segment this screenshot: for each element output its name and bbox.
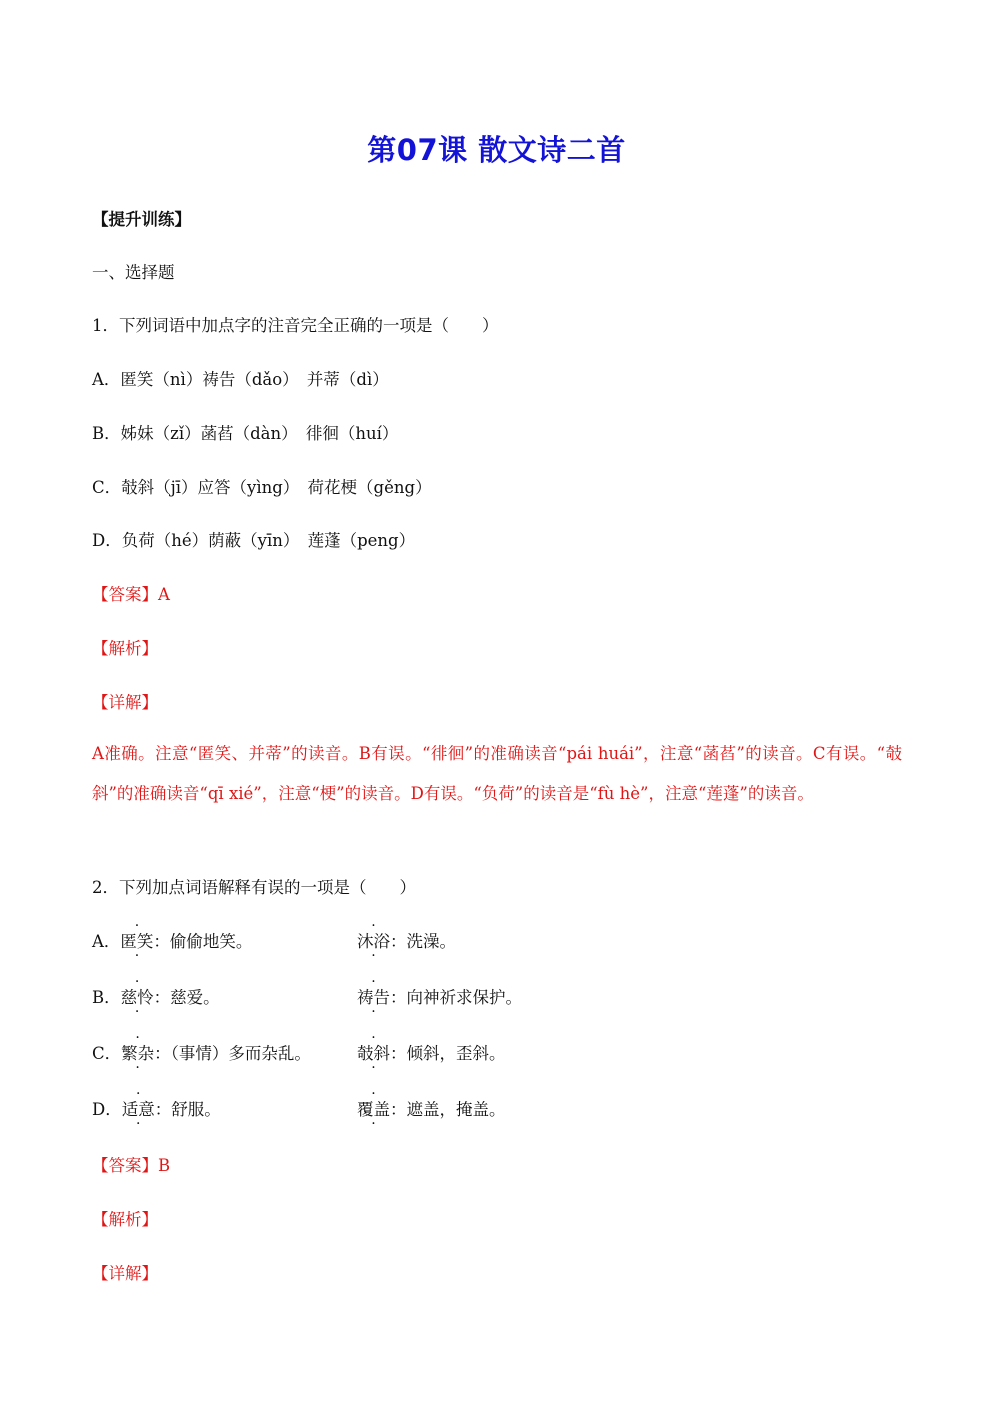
dotted-word: 沐浴 — [357, 932, 390, 951]
question-1-detail-label: 【详解】 — [92, 693, 158, 712]
option-letter: B． — [92, 988, 121, 1007]
question-2-option-c — [92, 1043, 311, 1065]
question-2-option-b-second — [357, 987, 522, 1009]
question-1-answer: 【答案】A — [92, 585, 170, 604]
question-1-option-b: B．姊妹（zǐ）菡萏（dàn） 徘徊（huí） — [92, 424, 399, 443]
definition: ：偷偷地笑。 — [153, 932, 253, 951]
dotted-word: 攲斜 — [357, 1044, 390, 1063]
question-2-detail-label: 【详解】 — [92, 1264, 158, 1283]
dotted-word: 覆盖 — [357, 1100, 390, 1119]
dotted-word: 慈怜 — [120, 988, 154, 1007]
definition: ：洗澡。 — [390, 932, 456, 951]
definition: ：舒服。 — [154, 1100, 221, 1119]
question-1-analysis-label: 【解析】 — [92, 639, 158, 658]
section-tag: 【提升训练】 — [92, 210, 191, 229]
option-letter: A． — [92, 932, 121, 951]
definition: ：倾斜，歪斜。 — [390, 1044, 506, 1063]
option-letter: D． — [92, 1100, 122, 1119]
question-1-detail-text: A准确。注意“匿笑、并蒂”的读音。B有误。“徘徊”的准确读音“pái huái”，注意“菡萏”的读音。C有误。“攲斜”的准确读音“qī xié”，注意“梗”的读音。D有误。“负荷”的读音是“fù hè”，注意“莲蓬”的读音。 — [92, 744, 902, 803]
page-title: 第07课 散文诗二首 — [367, 133, 626, 167]
question-1-option-c: C．攲斜（jī）应答（yìng） 荷花梗（gěng） — [92, 478, 432, 497]
definition: ：慈爱。 — [153, 988, 220, 1007]
question-2-analysis-label: 【解析】 — [92, 1210, 158, 1229]
option-letter: C． — [92, 1044, 122, 1063]
question-1-option-d: D．负荷（hé）荫蔽（yīn） 莲蓬（peng） — [92, 531, 416, 550]
question-2-option-d-second — [357, 1099, 506, 1121]
question-2-answer: 【答案】B — [92, 1156, 171, 1175]
question-2-option-b — [92, 987, 220, 1009]
question-2-stem: 2．下列加点词语解释有误的一项是（ ） — [92, 878, 416, 897]
question-2-option-a-second — [357, 931, 456, 953]
question-1-stem: 1．下列词语中加点字的注音完全正确的一项是（ ） — [92, 316, 499, 335]
dotted-word: 匿笑 — [120, 932, 154, 951]
definition: ：（事情）多而杂乱。 — [154, 1044, 311, 1063]
definition: ：遮盖，掩盖。 — [390, 1100, 506, 1119]
question-2-option-c-second — [357, 1043, 506, 1065]
section-heading: 一、选择题 — [92, 263, 175, 282]
question-2-option-a — [92, 931, 252, 953]
dotted-word: 适意 — [121, 1100, 155, 1119]
dotted-word: 祷告 — [357, 988, 390, 1007]
question-2-option-d — [92, 1099, 221, 1121]
definition: ：向神祈求保护。 — [390, 988, 522, 1007]
dotted-word: 繁杂 — [121, 1044, 155, 1063]
question-1-option-a: A．匿笑（nì）祷告（dǎo） 并蒂（dì） — [92, 370, 389, 389]
